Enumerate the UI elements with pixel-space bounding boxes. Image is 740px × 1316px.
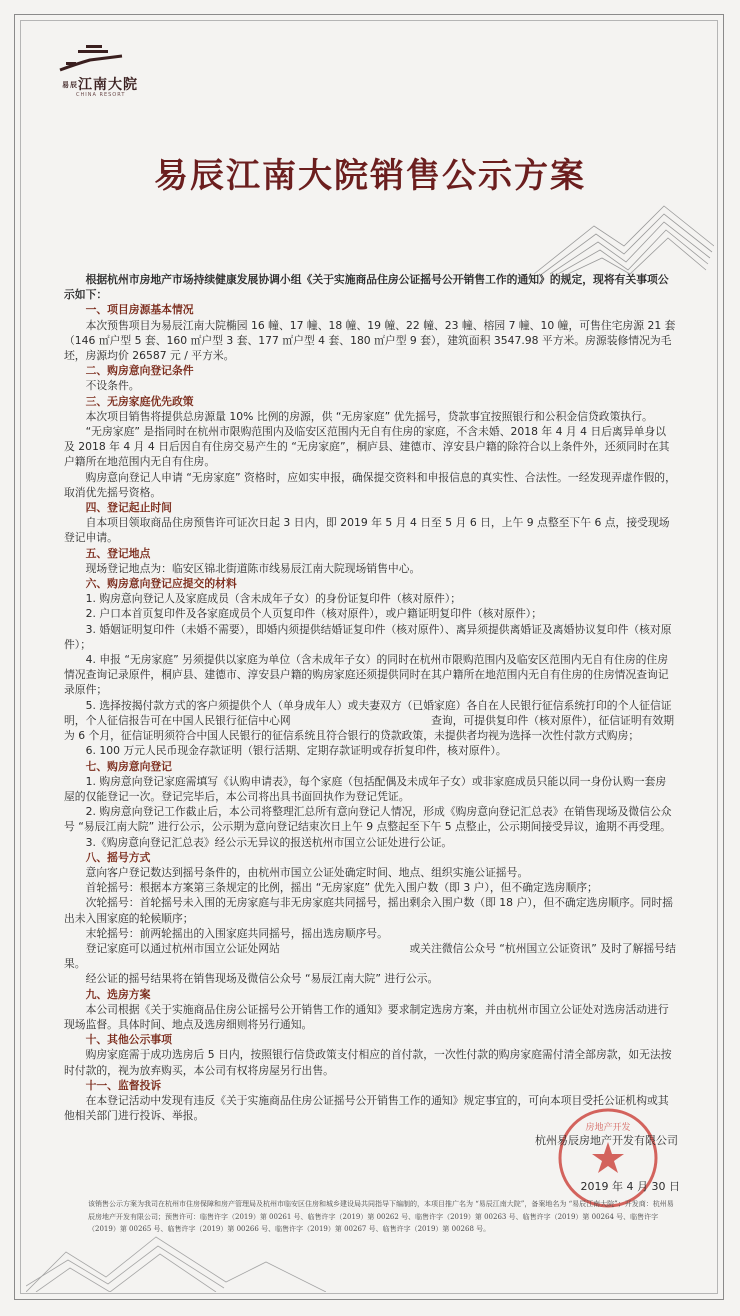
section-paragraph: 在本登记活动中发现有违反《关于实施商品住房公证摇号公开销售工作的通知》规定事宜的，可向本项目受托公证机构或其他相关部门进行投诉、举报。 (64, 1093, 669, 1123)
section-heading: 八、摇号方式 (85, 850, 151, 864)
sections-list (64, 302, 676, 1123)
page-title: 易辰江南大院销售公示方案 (154, 156, 586, 196)
section-heading: 九、选房方案 (85, 987, 151, 1001)
svg-text:房地产开发: 房地产开发 (585, 1123, 631, 1133)
section-heading: 十、其他公示事项 (85, 1033, 172, 1047)
announcement-body (64, 272, 676, 1123)
section-paragraph: 1. 购房意向登记人及家庭成员（含未成年子女）的身份证复印件（核对原件）； (85, 592, 462, 606)
bottom-mountain-decoration-icon (26, 1222, 326, 1292)
section-paragraph: 6. 100 万元人民币现金存款证明（银行活期、定期存款证明或存折复印件，核对原件）。 (85, 744, 507, 758)
section-paragraph: 末轮摇号：前两轮摇出的入围家庭共同摇号，摇出选房顺序号。 (85, 926, 388, 940)
section-heading: 二、购房意向登记条件 (85, 364, 194, 378)
section-paragraph: 经公证的摇号结果将在销售现场及微信公众号 “易辰江南大院” 进行公示。 (85, 972, 439, 986)
section-paragraph: 自本项目领取商品住房预售许可证次日起 3 日内，即 2019 年 5 月 4 日至 5 月 6 日，上午 9 点整至下午 6 点，接受现场登记申请。 (64, 516, 670, 545)
signature-date: 2019 年 4 月 30 日 (580, 1180, 680, 1193)
intro-paragraph: 根据杭州市房地产市场持续健康发展协调小组《关于实施商品住房公证摇号公开销售工作的通知》的规定，现将有关事项公示如下： (64, 273, 669, 302)
section-paragraph: 5. 选择按揭付款方式的客户须提供个人（单身成年人）或夫妻双方（已婚家庭）各自在人民银行征信系统打印的个人征信证明，个人征信报告可在中国人民银行征信中心网 查询，可提供复印件（核对原件），征信证明有效期为 6 个月，征信证明须符合中国人民银行的征信系统且符合银行的贷款政策，未提供者均视为选择一次性付款方式购房； (64, 698, 675, 743)
logo-subtitle: CHINA RESORT (76, 92, 126, 98)
legal-footnote: 该销售公示方案为我司在杭州市住房保障和房产管理局及杭州市临安区住房和城乡建设局共同指导下编制的，本项目推广名为 “易辰江南大院”，备案地名为 “易辰江南大院”；开发商：杭州易辰房地产开发有限公司；预售许可：临售许字（2019）第 00261 号、临售许字（2019）第 00262 号、临售许字（2019）第 00263 号、临售许字（2019）第 00264 号、临售许字（2019）第 00265 号、临售许字（2019）第 00266 号、临售许字（2019）第 00267 号、临售许字（2019）第 00268 号。 (88, 1200, 674, 1233)
section-paragraph: 不设条件。 (85, 379, 140, 393)
section-heading: 五、登记地点 (85, 546, 151, 560)
section-paragraph: 首轮摇号：根据本方案第三条规定的比例，摇出 “无房家庭” 优先入围户数（即 3 户），但不确定选房顺序； (85, 881, 598, 895)
section-paragraph: 2. 户口本首页复印件及各家庭成员个人页复印件（核对原件），或户籍证明复印件（核对原件）； (85, 607, 542, 621)
section-paragraph: 2. 购房意向登记工作截止后，本公司将整理汇总所有意向登记人情况，形成《购房意向登记汇总表》在销售现场及微信公众号 “易辰江南大院” 进行公示，公示期为意向登记结束次日上午 9 点整起至下午 5 点整止，公示期间接受异议，逾期不再受理。 (64, 805, 672, 834)
section-paragraph: 购房意向登记人申请 “无房家庭” 资格时，应如实申报，确保提交资料和申报信息的真实性、合法性。一经发现弄虚作假的，取消优先摇号资格。 (64, 470, 676, 499)
section-paragraph: 次轮摇号：首轮摇号未入围的无房家庭与非无房家庭共同摇号，摇出剩余入围户数（即 18 户），但不确定选房顺序。同时摇出未入围家庭的轮候顺序； (64, 896, 674, 925)
section-paragraph: 3. 婚姻证明复印件（未婚不需要），即婚内须提供结婚证复印件（核对原件）、离异须提供离婚证及离婚协议复印件（核对原件）； (64, 622, 672, 651)
section-heading: 四、登记起止时间 (85, 501, 172, 515)
section-paragraph: 现场登记地点为：临安区锦北街道陈市线易辰江南大院现场销售中心。 (85, 561, 421, 575)
section-paragraph: 本次项目销售将提供总房源量 10% 比例的房源，供 “无房家庭” 优先摇号，贷款事宜按照银行和公积金信贷政策执行。 (85, 409, 653, 423)
logo-text: 易辰江南大院 (62, 77, 138, 93)
roof-logo-icon (56, 44, 126, 74)
section-paragraph: 本公司根据《关于实施商品住房公证摇号公开销售工作的通知》要求制定选房方案，并由杭州市国立公证处对选房活动进行现场监督。具体时间、地点及选房细则将另行通知。 (64, 1002, 669, 1031)
section-paragraph: 3.《购房意向登记汇总表》经公示无异议的报送杭州市国立公证处进行公证。 (85, 835, 453, 849)
section-paragraph: 4. 申报 “无房家庭” 另须提供以家庭为单位（含未成年子女）的同时在杭州市限购范围内及临安区范围内无自有住房的住房情况查询记录原件，桐庐县、建德市、淳安县户籍的购房家庭还须提供同时在其户籍所在地范围内无自有住房的住房情况查询记录原件； (64, 653, 669, 697)
section-heading: 六、购房意向登记应提交的材料 (85, 577, 237, 591)
company-seal-icon (556, 1106, 660, 1210)
section-paragraph: 购房家庭需于成功选房后 5 日内，按照银行信贷政策支付相应的首付款，一次性付款的购房家庭需付清全部房款，如无法按时付款的，视为放弃购买，本公司有权将房屋另行出售。 (64, 1048, 672, 1077)
section-paragraph: 本次预售项目为易辰江南大院椭园 16 幢、17 幢、18 幢、19 幢、22 幢、23 幢、榕园 7 幢、10 幢，可售住宅房源 21 套（146 ㎡户型 5 套、160 ㎡户型 3 套、177 ㎡户型 4 套、180 ㎡户型 9 套），建筑面积 3547.98 平方米。房源装修情况为毛坯，房源均价 26587 元 / 平方米。 (64, 318, 676, 363)
brand-logo (56, 44, 138, 104)
section-heading: 七、购房意向登记 (85, 759, 172, 773)
section-heading: 一、项目房源基本情况 (85, 303, 194, 317)
section-paragraph: “无房家庭” 是指同时在杭州市限购范围内及临安区范围内无自有住房的家庭，不含未婚、2018 年 4 月 4 日后离异单身以及 2018 年 4 月 4 日后因自有住房交易产生的 “无房家庭”，桐庐县、建德市、淳安县户籍的除符合以上条件外，还须同时在其户籍所在地范围内无自有住房。 (64, 425, 670, 469)
mountain-decoration-icon (534, 196, 714, 276)
company-signature: 杭州易辰房地产开发有限公司 (535, 1134, 678, 1147)
section-paragraph: 1. 购房意向登记家庭需填写《认购申请表》，每个家庭（包括配偶及未成年子女）或非家庭成员只能以同一身份认购一套房屋的仅能登记一次。登记完毕后，本公司将出具书面回执作为登记凭证。 (64, 774, 667, 803)
section-heading: 三、无房家庭优先政策 (85, 394, 194, 408)
section-paragraph: 登记家庭可以通过杭州市国立公证处网站 或关注微信公众号 “杭州国立公证资讯” 及时了解摇号结果。 (64, 941, 676, 971)
section-paragraph: 意向客户登记数达到摇号条件的，由杭州市国立公证处确定时间、地点、组织实施公证摇号。 (85, 865, 529, 879)
section-heading: 十一、监督投诉 (85, 1078, 162, 1092)
